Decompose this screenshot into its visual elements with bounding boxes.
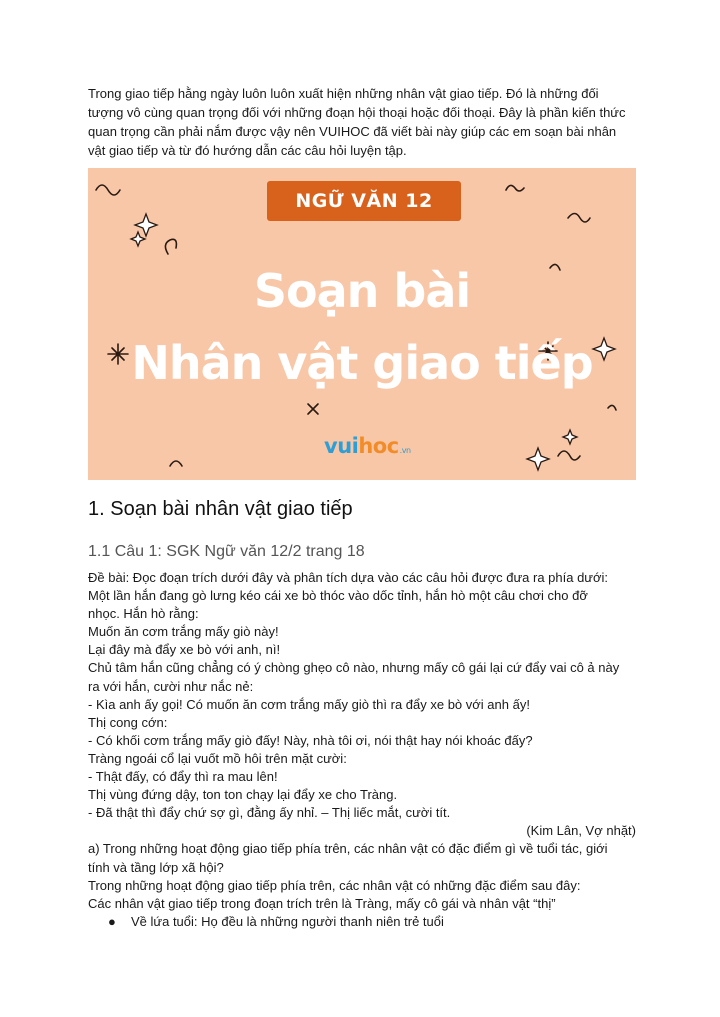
text-line: Tràng ngoái cổ lại vuốt mồ hôi trên mặt cười: — [88, 750, 347, 766]
vuihoc-logo: vuihoc.vn — [324, 434, 411, 458]
text-line: Muốn ăn cơm trắng mấy giò này! — [88, 624, 279, 640]
text-line: Các nhân vật giao tiếp trong đoạn trích trên là Tràng, mấy cô gái và nhân vật “thị” — [88, 895, 556, 911]
text-line: tính và tầng lớp xã hội? — [88, 859, 224, 875]
dialogue-line: - Có khối cơm trắng mấy giò đấy! Này, nhà tôi ơi, nói thật hay nói khoác đấy? — [88, 732, 533, 748]
text-line: Một lần hắn đang gò lưng kéo cái xe bò thóc vào dốc tỉnh, hắn hò một câu chơi cho đỡ — [88, 588, 588, 604]
bullet-icon: ● — [108, 913, 116, 929]
banner-title-line1: Soạn bài — [253, 264, 471, 318]
text-line: Chủ tâm hắn cũng chẳng có ý chòng ghẹo cô nào, nhưng mấy cô gái lại cứ đẩy vai cô ả này — [88, 660, 620, 676]
article-banner-image — [88, 168, 636, 480]
bullet-item — [88, 913, 648, 931]
text-line: Thị cong cớn: — [88, 714, 168, 730]
exercise-body — [88, 569, 648, 931]
text-line: a) Trong những hoạt động giao tiếp phía trên, các nhân vật có đặc điểm gì về tuổi tác, giới — [88, 841, 608, 857]
dialogue-line: - Thật đấy, có đẩy thì ra mau lên! — [88, 769, 278, 785]
banner-subject-tag: NGỮ VĂN 12 — [267, 181, 461, 221]
citation: (Kim Lân, Vợ nhặt) — [526, 823, 636, 839]
subsection-heading: 1.1 Câu 1: SGK Ngữ văn 12/2 trang 18 — [88, 543, 365, 560]
text-line: Thị vùng đứng dậy, ton ton chạy lại đẩy xe cho Tràng. — [88, 787, 398, 803]
bullet-text: Về lứa tuổi: Họ đều là những người thanh niên trẻ tuổi — [131, 913, 444, 929]
text-line: Lại đây mà đẩy xe bò với anh, nì! — [88, 642, 281, 658]
text-line: Trong những hoạt động giao tiếp phía trên, các nhân vật có những đặc điểm sau đây: — [88, 877, 581, 893]
text-line: Đề bài: Đọc đoạn trích dưới đây và phân tích dựa vào các câu hỏi được đưa ra phía dưới: — [88, 570, 609, 585]
text-line: nhọc. Hắn hò rằng: — [88, 606, 199, 622]
dialogue-line: - Đã thật thì đẩy chứ sợ gì, đằng ấy nhỉ. – Thị liếc mắt, cười tít. — [88, 805, 451, 821]
banner-title-line2: Nhân vật giao tiếp — [131, 336, 593, 390]
document-page — [88, 84, 636, 929]
text-line: ra với hắn, cười như nắc nẻ: — [88, 678, 254, 694]
dialogue-line: - Kìa anh ấy gọi! Có muốn ăn cơm trắng mấy giò thì ra đẩy xe bò với anh ấy! — [88, 696, 530, 712]
intro-paragraph: Trong giao tiếp hằng ngày luôn luôn xuất hiện những nhân vật giao tiếp. Đó là những đối tượng vô cùng quan trọng đối với những đoạn hội thoại hoặc đối thoại. Đây là phần kiến thức quan trọng cần phải nắm được vậy nên VUIHOC đã viết bài này giúp các em soạn bài nhân vật giao tiếp và từ đó hướng dẫn các câu hỏi luyện tập. — [88, 86, 626, 158]
section-heading: 1. Soạn bài nhân vật giao tiếp — [88, 498, 353, 520]
